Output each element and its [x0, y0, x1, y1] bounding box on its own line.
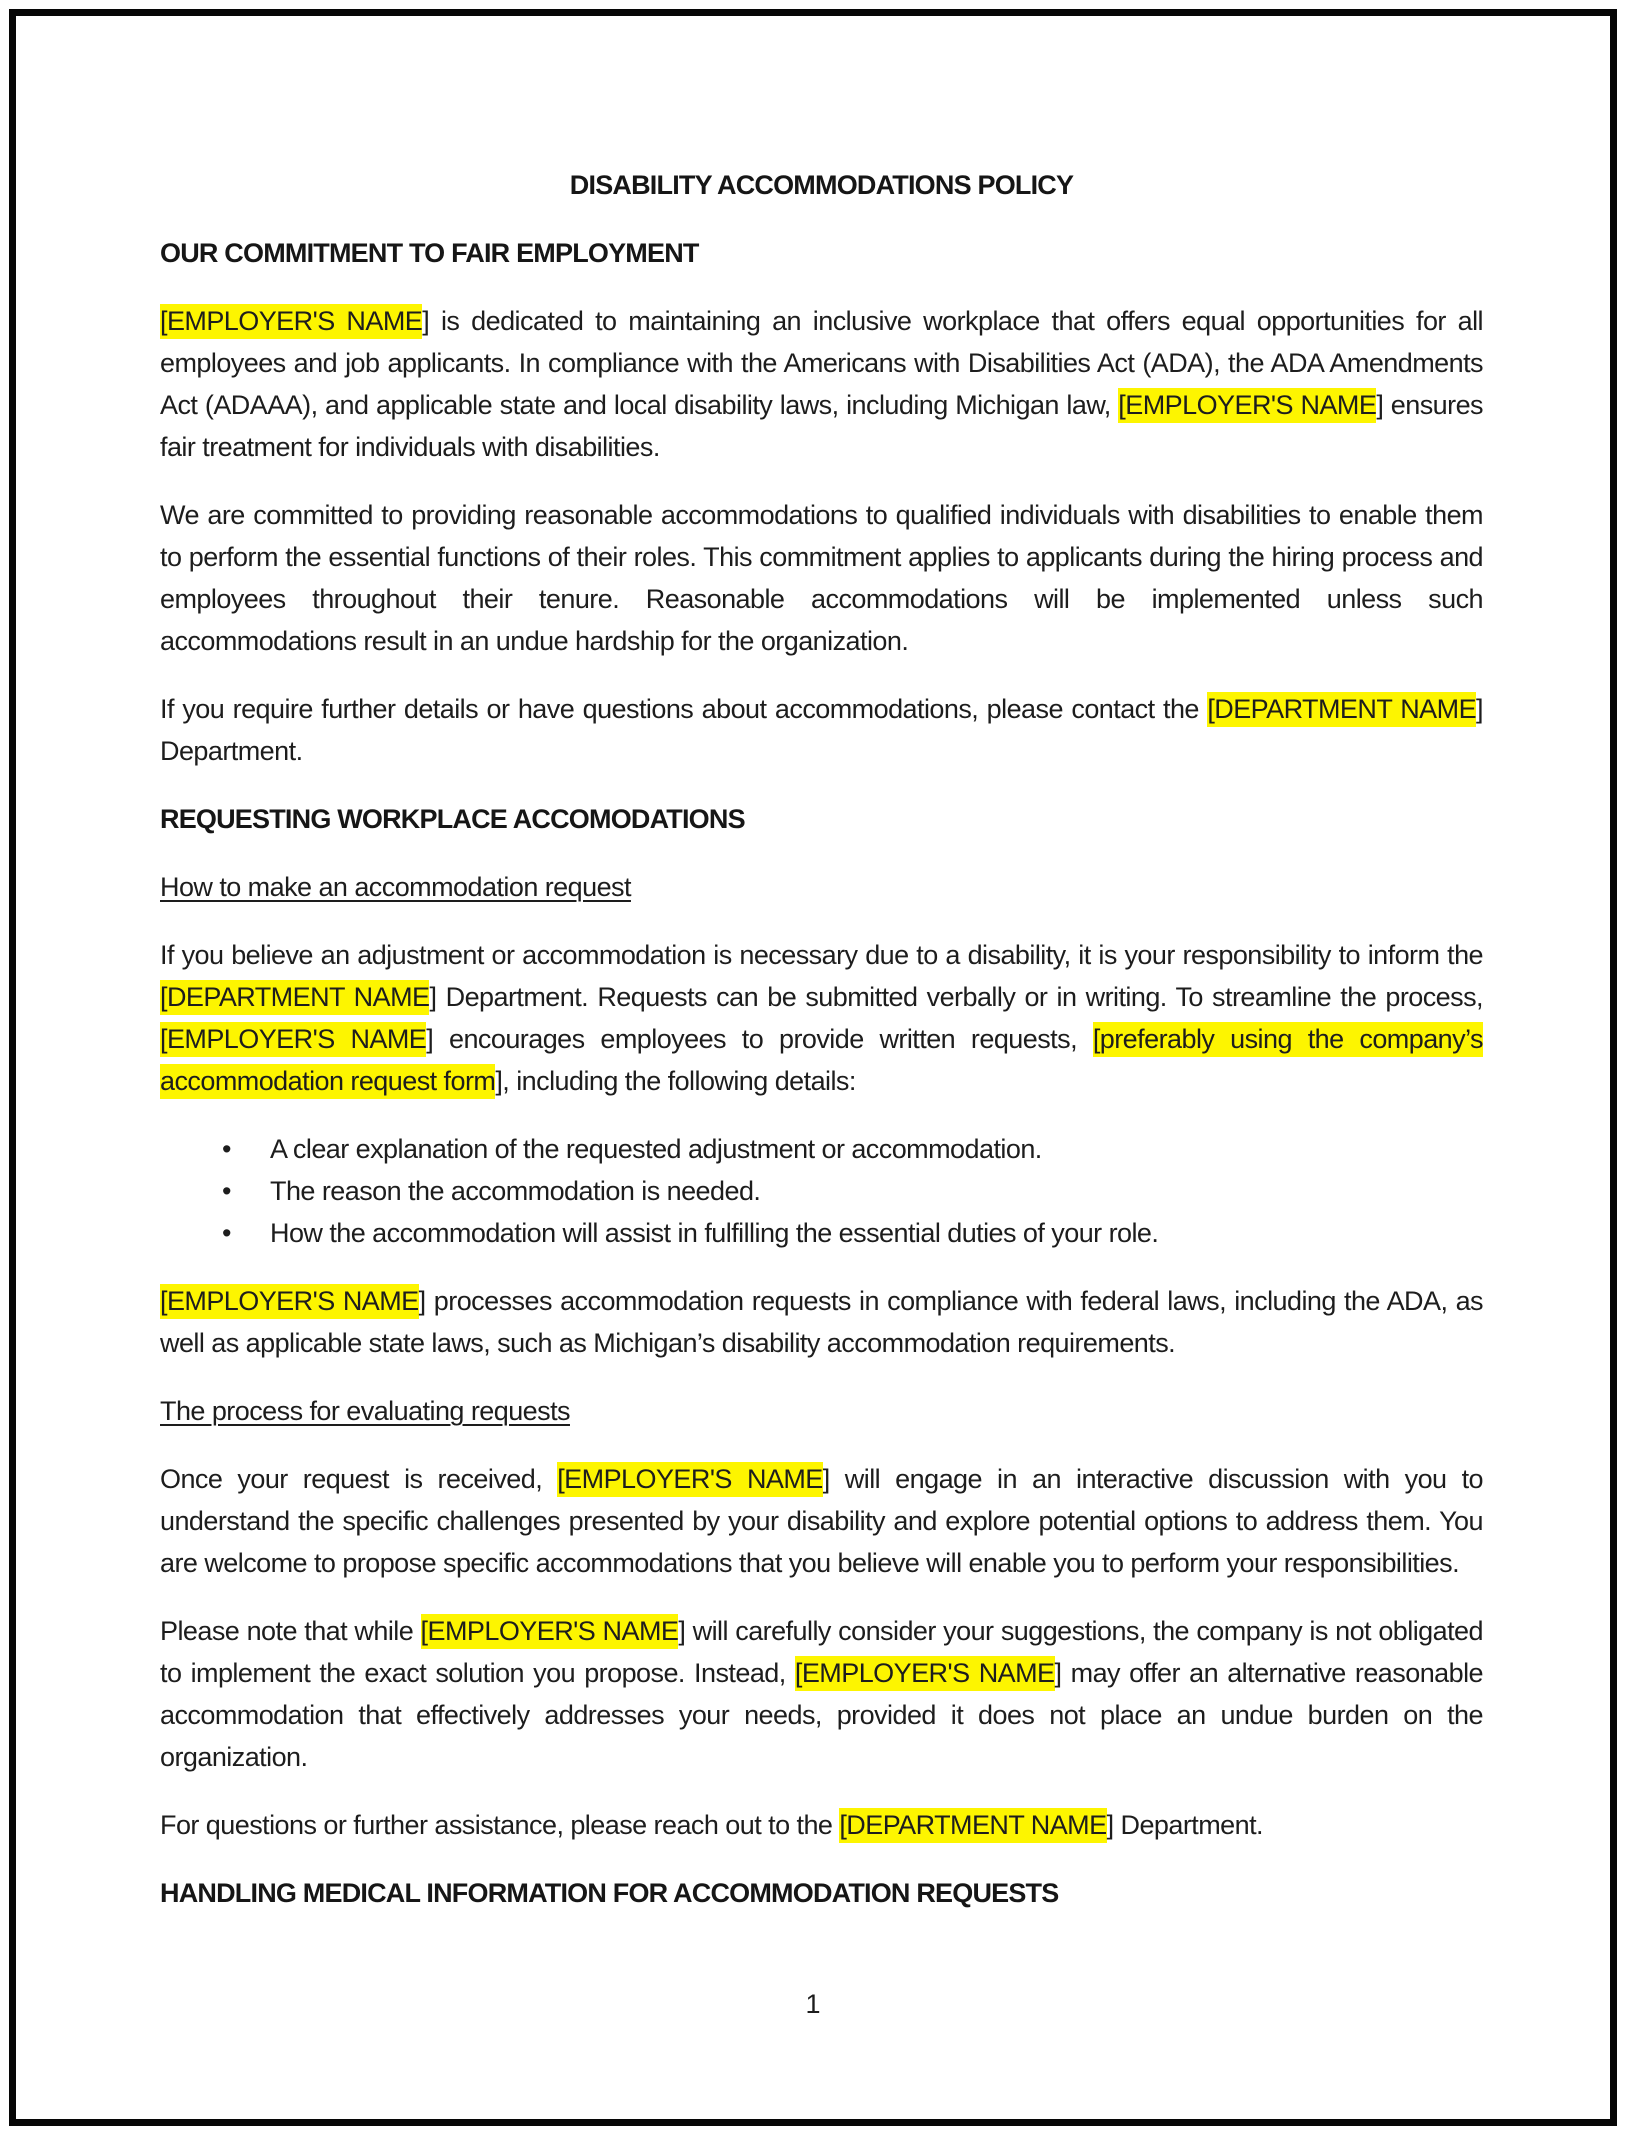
- section-subheading: [160, 866, 1483, 908]
- highlight-placeholder: [DEPARTMENT NAME: [1207, 692, 1476, 727]
- highlight-placeholder: [DEPARTMENT NAME: [839, 1808, 1106, 1843]
- highlight-placeholder: [EMPLOYER'S NAME: [160, 1022, 426, 1057]
- text-run: ] encourages employees to provide written requests,: [426, 1024, 1093, 1054]
- paragraph: [160, 1610, 1483, 1778]
- bullet-item: • The reason the accommodation is needed.: [160, 1170, 1483, 1212]
- paragraph: [160, 494, 1483, 662]
- text-run: We are committed to providing reasonable accommodations to qualified individuals with disabilities to enable them to perform the essential functions of their roles. This commitment applies to applicants during the hiring process and employees throughout their tenure. Reasonable accommodations will be implemented unless such accommodations result in an undue hardship for the organization.: [160, 500, 1483, 656]
- text-run: If you require further details or have questions about accommodations, please contact the: [160, 694, 1208, 724]
- text-run: For questions or further assistance, please reach out to the: [160, 1810, 840, 1840]
- text-run: ] will carefully consider your suggestions, the company is not obligated to implement the exact solution you propose. Instead,: [160, 1616, 1483, 1688]
- highlight-placeholder: [preferably using the company’s accommodation request form: [160, 1022, 1483, 1099]
- paragraph: [160, 1280, 1483, 1364]
- text-run: ], including the following details:: [495, 1066, 856, 1096]
- text-run: OUR COMMITMENT TO FAIR EMPLOYMENT: [160, 238, 699, 268]
- paragraph: [160, 300, 1483, 468]
- section-heading: [160, 232, 1483, 274]
- text-run: The process for evaluating requests: [160, 1396, 570, 1426]
- bullet-list: [160, 1128, 1483, 1254]
- highlight-placeholder: [EMPLOYER'S NAME: [160, 1284, 419, 1319]
- paragraph: [160, 688, 1483, 772]
- text-run: ] will engage in an interactive discussion with you to understand the specific challenges presented by your disability and explore potential options to address them. You are welcome to propose specific accommodations that you believe will enable you to perform your responsibilities.: [160, 1464, 1483, 1578]
- paragraph: [160, 1804, 1483, 1846]
- highlight-placeholder: [EMPLOYER'S NAME: [557, 1462, 823, 1497]
- bullet-item: • A clear explanation of the requested adjustment or accommodation.: [160, 1128, 1483, 1170]
- highlight-placeholder: [EMPLOYER'S NAME: [421, 1614, 679, 1649]
- paragraph: [160, 1458, 1483, 1584]
- text-run: ] may offer an alternative reasonable accommodation that effectively addresses your needs, provided it does not place an undue burden on the organization.: [160, 1658, 1484, 1772]
- highlight-placeholder: [EMPLOYER'S NAME: [160, 304, 422, 339]
- paragraph: [160, 934, 1483, 1102]
- text-run: HANDLING MEDICAL INFORMATION FOR ACCOMMODATION REQUESTS: [160, 1878, 1059, 1908]
- text-run: ] is dedicated to maintaining an inclusive workplace that offers equal opportunities for all employees and job applicants. In compliance with the Americans with Disabilities Act (ADA), the ADA Amendments Act (ADAAA), and applicable state and local disability laws, including Michigan law,: [160, 306, 1483, 420]
- text-run: ] Department. Requests can be submitted verbally or in writing. To streamline the process,: [429, 982, 1483, 1012]
- text-run: Once your request is received,: [160, 1464, 558, 1494]
- page-number: 1: [805, 1989, 821, 2019]
- section-heading: [160, 1872, 1483, 1914]
- text-run: ] Department.: [1106, 1810, 1264, 1840]
- document-body: [160, 164, 1483, 1940]
- highlight-placeholder: [EMPLOYER'S NAME: [1118, 388, 1376, 423]
- section-subheading: [160, 1390, 1483, 1432]
- text-run: ] processes accommodation requests in compliance with federal laws, including the ADA, as well as applicable state laws, such as Michigan’s disability accommodation requirements.: [160, 1286, 1483, 1358]
- document-title: DISABILITY ACCOMMODATIONS POLICY: [569, 170, 1074, 200]
- section-heading: [160, 798, 1483, 840]
- text-run: ] ensures fair treatment for individuals with disabilities.: [160, 390, 1484, 462]
- text-run: ] Department.: [160, 694, 1483, 766]
- text-run: How to make an accommodation request: [160, 872, 631, 902]
- text-run: Please note that while: [160, 1616, 421, 1646]
- highlight-placeholder: [EMPLOYER'S NAME: [795, 1656, 1055, 1691]
- text-run: REQUESTING WORKPLACE ACCOMODATIONS: [160, 804, 745, 834]
- highlight-placeholder: [DEPARTMENT NAME: [160, 980, 429, 1015]
- text-run: If you believe an adjustment or accommodation is necessary due to a disability, it is your responsibility to inform the: [160, 940, 1483, 970]
- bullet-item: • How the accommodation will assist in fulfilling the essential duties of your role.: [160, 1212, 1483, 1254]
